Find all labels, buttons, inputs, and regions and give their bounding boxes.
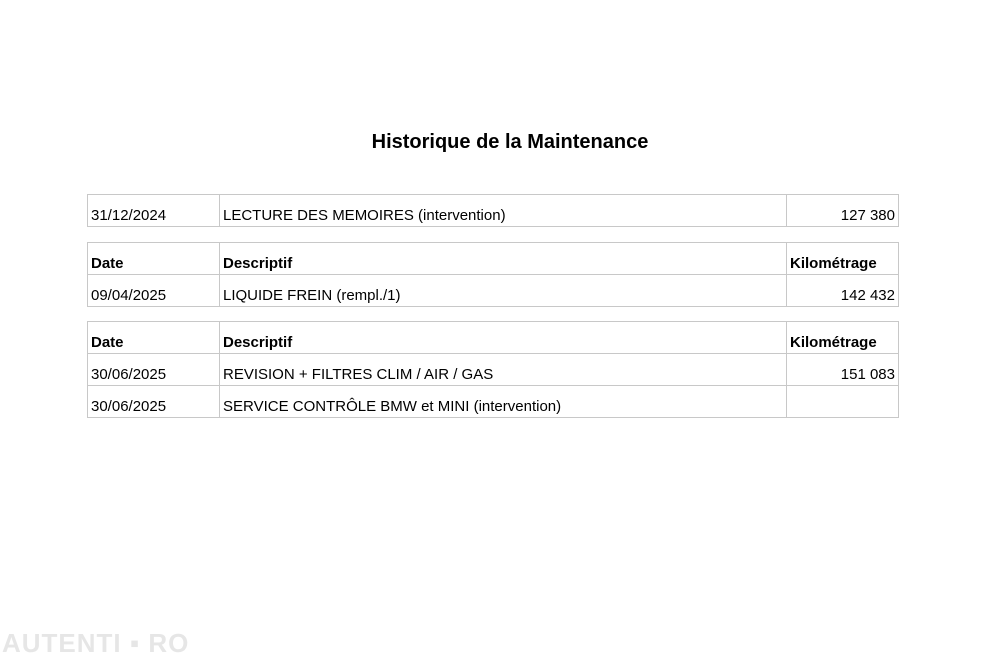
description-cell: LIQUIDE FREIN (rempl./1) xyxy=(220,275,787,307)
km-header: Kilométrage xyxy=(787,243,899,275)
table-header-row xyxy=(88,243,899,275)
maintenance-table-2 xyxy=(87,242,899,307)
maintenance-table-1 xyxy=(87,194,899,227)
description-header: Descriptif xyxy=(220,243,787,275)
km-cell: 142 432 xyxy=(787,275,899,307)
description-cell: LECTURE DES MEMOIRES (intervention) xyxy=(220,195,787,227)
maintenance-table-3 xyxy=(87,321,899,418)
date-cell: 30/06/2025 xyxy=(88,386,220,418)
date-header: Date xyxy=(88,243,220,275)
date-header: Date xyxy=(88,322,220,354)
km-cell xyxy=(787,386,899,418)
date-cell: 09/04/2025 xyxy=(88,275,220,307)
km-cell: 127 380 xyxy=(787,195,899,227)
table-row xyxy=(88,275,899,307)
date-cell: 31/12/2024 xyxy=(88,195,220,227)
description-cell: REVISION + FILTRES CLIM / AIR / GAS xyxy=(220,354,787,386)
description-cell: SERVICE CONTRÔLE BMW et MINI (intervention) xyxy=(220,386,787,418)
description-header: Descriptif xyxy=(220,322,787,354)
table-header-row xyxy=(88,322,899,354)
table-row xyxy=(88,195,899,227)
km-cell: 151 083 xyxy=(787,354,899,386)
watermark-logo: AUTENTI ▪ RO xyxy=(2,628,190,658)
table-row xyxy=(88,354,899,386)
table-row xyxy=(88,386,899,418)
km-header: Kilométrage xyxy=(787,322,899,354)
date-cell: 30/06/2025 xyxy=(88,354,220,386)
page-title: Historique de la Maintenance xyxy=(371,131,649,153)
